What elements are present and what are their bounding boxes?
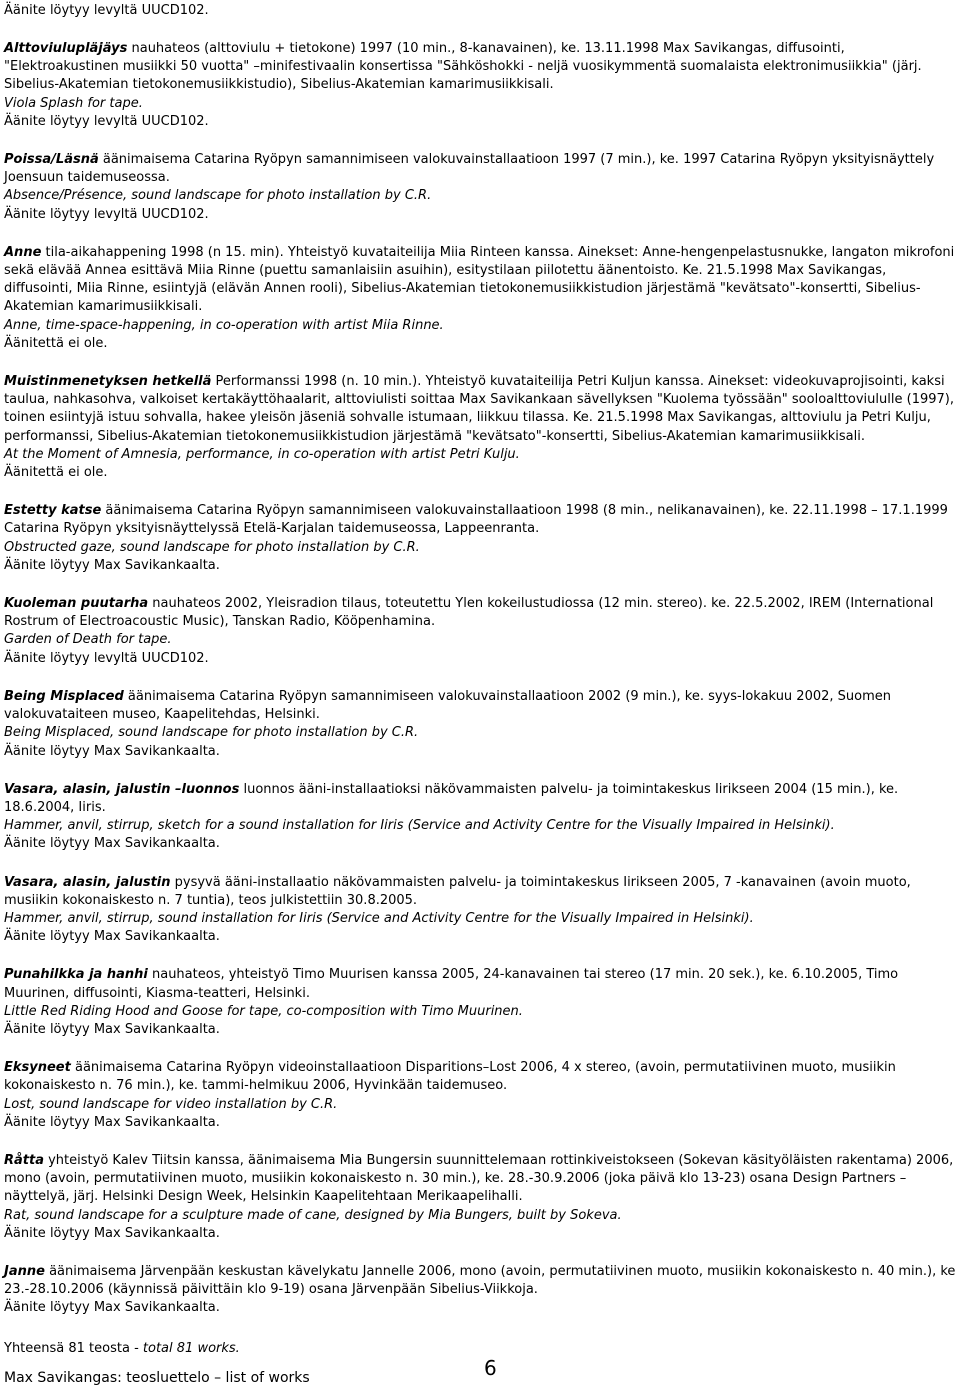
work-title: Anne — [4, 244, 42, 260]
work-title: Vasara, alasin, jalustin –luonnos — [4, 781, 240, 797]
work-english-title: Garden of Death for tape. — [4, 632, 172, 648]
work-details: pysyvä ääni-installaatio näkövammaisten palvelu- ja toimintakeskus Iirikseen 2005, 7 -kanavainen (avoin muoto, musiikin kokonaiskesto n. 7 tuntia), teos julkistettiin 30.8.2005. — [4, 874, 911, 908]
work-details: äänimaisema Catarina Ryöpyn samannimiseen valokuvainstallaatioon 2002 (9 min.), ke. syys-lokakuu 2002, Suomen valokuvataiteen museo, Kaapelitehdas, Helsinki. — [4, 688, 891, 723]
work-title: Punahilkka ja hanhi — [4, 967, 148, 983]
works-total — [4, 1340, 240, 1358]
document-page — [4, 0, 956, 1318]
work-english-title: Rat, sound landscape for a sculpture made of cane, designed by Mia Bungers, built by Sokeva. — [4, 1207, 622, 1223]
work-description — [4, 40, 956, 95]
work-entry — [4, 781, 956, 854]
work-availability: Äänite löytyy levyltä UUCD102. — [4, 206, 209, 222]
work-description — [4, 688, 956, 724]
work-details: Performanssi 1998 (n. 10 min.). Yhteistyö kuvataiteilija Petri Kuljun kanssa. Ainekset: videokuvaprojisointi, kaksi taulua, nahkasohva, valkoiset kertakäyttöhaalarit, alttoviulisti soittaa Max Savikankaan sävellyksen "Kuolema työssään" sooloalttoviululle (1997), toinen esiintyjä istuu sohvalla, hakee yleisön jäseniä sohvalle istumaan, liikkuu tilassa. Ke. 21.5.1998 Max Savikangas, alttoviulu ja Petri Kulju, performanssi, Sibelius-Akatemian tietokonemusiikkistudion järjestämä "kevätsato"-konsertti, Sibelius-Akatemian kamarimusiikkisali. — [4, 374, 954, 444]
work-entry — [4, 688, 956, 761]
work-entry — [4, 502, 956, 575]
page-number: 6 — [484, 1356, 497, 1380]
work-title: Muistinmenetyksen hetkellä — [4, 374, 212, 390]
work-entry — [4, 966, 956, 1039]
work-availability: Äänite löytyy Max Savikankaalta. — [4, 1021, 220, 1037]
work-availability: Äänite löytyy Max Savikankaalta. — [4, 743, 220, 759]
work-availability: Äänite löytyy levyltä UUCD102. — [4, 113, 209, 129]
availability-note: Äänite löytyy levyltä UUCD102. — [4, 3, 209, 18]
work-english-title: Being Misplaced, sound landscape for photo installation by C.R. — [4, 725, 419, 741]
work-entry — [4, 1059, 956, 1132]
work-details: äänimaisema Catarina Ryöpyn samannimiseen valokuvainstallaatioon 1997 (7 min.), ke. 1997 Catarina Ryöpyn yksityisnäyttely Joensuun taidemuseossa. — [4, 152, 935, 186]
work-title: Kuoleman puutarha — [4, 596, 149, 612]
work-entry — [4, 1152, 956, 1243]
work-availability: Äänite löytyy levyltä UUCD102. — [4, 650, 209, 666]
work-entry — [4, 595, 956, 668]
work-english-title: Absence/Présence, sound landscape for photo installation by C.R. — [4, 188, 432, 204]
work-details: nauhateos, yhteistyö Timo Muurisen kanssa 2005, 24-kanavainen tai stereo (17 min. 20 sek.), ke. 6.10.2005, Timo Muurinen, diffusointi, Kiasma-teatteri, Helsinki. — [4, 967, 899, 1001]
work-entry — [4, 874, 956, 947]
work-english-title: Lost, sound landscape for video installation by C.R. — [4, 1096, 338, 1112]
total-english: total 81 works. — [142, 1341, 240, 1356]
work-title: Alttoviulupläjäys — [4, 41, 128, 56]
work-entry — [4, 151, 956, 224]
work-availability: Äänitettä ei ole. — [4, 335, 108, 351]
work-availability: Äänitettä ei ole. — [4, 465, 108, 481]
work-english-title: Hammer, anvil, stirrup, sketch for a sound installation for Iiris (Service and Activity Centre for the Visually Impaired in Helsinki). — [4, 818, 835, 834]
total-finnish: Yhteensä 81 teosta - — [4, 1341, 143, 1356]
work-title: Janne — [4, 1263, 45, 1279]
work-details: äänimaisema Catarina Ryöpyn videoinstallaatioon Disparitions–Lost 2006, 4 x stereo, (avoin, permutatiivinen muoto, musiikin kokonaiskesto n. 76 min.), ke. tammi-helmikuu 2006, Hyvinkään taidemuseo. — [4, 1060, 896, 1094]
work-description — [4, 595, 956, 631]
work-details: yhteistyö Kalev Tiitsin kanssa, äänimaisema Mia Bungersin suunnittelemaan rottinkiveistokseen (Sokevan käsityöläisten rakentama) 2006, mono (avoin, permutatiivinen muoto, musiikin kokonaiskesto n. 30 min.), ke. 28.-30.9.2006 (joka päivä klo 13-23) osana Design Partners –näyttelyä, järj. Helsinki Design Week, Helsinkin Kaapelitehtaan Merikaapelihalli. — [4, 1152, 954, 1205]
work-title: Vasara, alasin, jalustin — [4, 874, 171, 890]
work-description — [4, 874, 956, 910]
work-entry — [4, 373, 956, 482]
work-entry — [4, 244, 956, 353]
work-title: Estetty katse — [4, 503, 102, 519]
works-list — [4, 40, 956, 1318]
work-availability: Äänite löytyy Max Savikankaalta. — [4, 1114, 220, 1130]
work-description — [4, 1152, 956, 1207]
work-title: Being Misplaced — [4, 688, 124, 704]
work-english-title: Hammer, anvil, stirrup, sound installation for Iiris (Service and Activity Centre for the Visually Impaired in Helsinki). — [4, 910, 754, 926]
footer-title: Max Savikangas: teosluettelo – list of works — [4, 1370, 310, 1386]
work-description — [4, 781, 956, 817]
work-availability: Äänite löytyy Max Savikankaalta. — [4, 1225, 220, 1241]
work-english-title: Obstructed gaze, sound landscape for photo installation by C.R. — [4, 539, 420, 555]
work-description — [4, 502, 956, 538]
work-description — [4, 373, 956, 446]
work-description — [4, 966, 956, 1002]
work-english-title: Viola Splash for tape. — [4, 95, 143, 111]
work-details: luonnos ääni-installaatioksi näkövammaisten palvelu- ja toimintakeskus Iirikseen 2004 (15 min.), ke. 18.6.2004, Iiris. — [4, 781, 899, 815]
work-details: äänimaisema Catarina Ryöpyn samannimiseen valokuvainstallaatioon 1998 (8 min., nelikanavainen), ke. 22.11.1998 – 17.1.1999 Catarina Ryöpyn yksityisnäyttelyssä Etelä-Karjalan taidemuseossa, Lappeenranta. — [4, 503, 948, 537]
work-description — [4, 244, 956, 317]
work-description — [4, 151, 956, 187]
work-availability: Äänite löytyy Max Savikankaalta. — [4, 557, 220, 573]
work-entry — [4, 1263, 956, 1318]
work-english-title: At the Moment of Amnesia, performance, in co-operation with artist Petri Kulju. — [4, 446, 520, 462]
work-availability: Äänite löytyy Max Savikankaalta. — [4, 1300, 220, 1316]
work-english-title: Anne, time-space-happening, in co-operation with artist Miia Rinne. — [4, 317, 444, 333]
work-details: nauhateos 2002, Yleisradion tilaus, toteutettu Ylen kokeilustudiossa (12 min. stereo). ke. 22.5.2002, IREM (International Rostrum of Electroacoustic Music), Tanskan Radio, Kööpenhamina. — [4, 596, 934, 630]
work-description — [4, 1059, 956, 1095]
work-availability: Äänite löytyy Max Savikankaalta. — [4, 836, 220, 852]
work-title: Råtta — [4, 1152, 44, 1168]
work-title: Eksyneet — [4, 1060, 71, 1076]
work-details: tila-aikahappening 1998 (n 15. min). Yhteistyö kuvataiteilija Miia Rinteen kanssa. Ainekset: Anne-hengenpelastusnukke, langaton mikrofoni sekä elävää Annea esittävä Miia Rinne (puettu samanlaisiin asuihin), esitystilaan piilotettu äänentoisto. Ke. 21.5.1998 Max Savikangas, diffusointi, Miia Rinne, esiintyjä (elävän Annen rooli), Sibelius-Akatemian tietokonemusiikkistudion järjestämä "kevätsato"-konsertti, Sibelius-Akatemian kamarimusiikkisali. — [4, 244, 955, 315]
work-details: äänimaisema Järvenpään keskustan kävelykatu Jannelle 2006, mono (avoin, permutatiivinen muoto, musiikin kokonaiskesto n. 40 min.), ke 23.-28.10.2006 (käynnissä päivittäin klo 9-19) osana Järvenpään Sibelius-Viikkoja. — [4, 1263, 956, 1298]
work-entry — [4, 40, 956, 131]
work-title: Poissa/Läsnä — [4, 152, 99, 168]
work-availability: Äänite löytyy Max Savikankaalta. — [4, 929, 220, 945]
work-english-title: Little Red Riding Hood and Goose for tape, co-composition with Timo Muurinen. — [4, 1003, 523, 1019]
work-details: nauhateos (alttoviulu + tietokone) 1997 (10 min., 8-kanavainen), ke. 13.11.1998 Max Savikangas, diffusointi, "Elektroakustinen musiikki 50 vuotta" –minifestivaalin konsertissa "Sähköshokki - neljä vuosikymmentä suomalaista elektronimusiikkia" (järj. Sibelius-Akatemian tietokonemusiikkistudio), Sibelius-Akatemian kamarimusiikkisali. — [4, 41, 922, 93]
work-description — [4, 1263, 956, 1299]
